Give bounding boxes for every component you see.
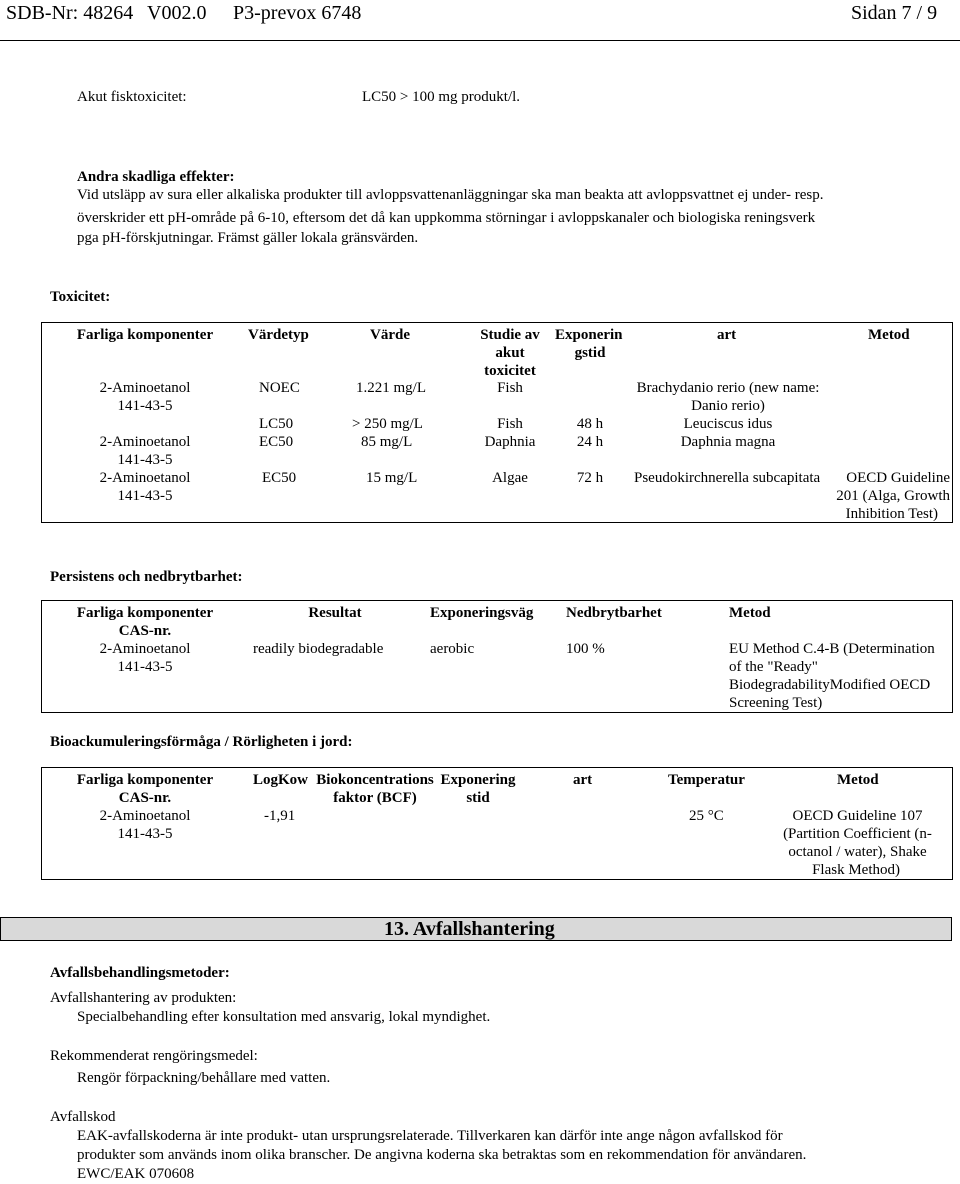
column-header: akut bbox=[495, 345, 525, 361]
column-header: Värdetyp bbox=[248, 327, 309, 343]
column-header: toxicitet bbox=[484, 363, 536, 379]
column-header: Studie av bbox=[480, 327, 540, 343]
cas-number: 141-43-5 bbox=[117, 398, 173, 414]
waste-methods-title: Avfallsbehandlingsmetoder: bbox=[50, 965, 230, 981]
section-title: 13. Avfallshantering bbox=[384, 918, 555, 940]
species: Brachydanio rerio (new name: bbox=[636, 380, 820, 396]
method: OECD Guideline bbox=[846, 470, 950, 486]
fish-toxicity-value: LC50 > 100 mg produkt/l. bbox=[362, 89, 521, 105]
waste-code-value: EWC/EAK 070608 bbox=[77, 1166, 195, 1182]
bioaccumulation-title: Bioackumuleringsförmåga / Rörligheten i jord: bbox=[50, 734, 353, 750]
column-header: stid bbox=[466, 790, 490, 806]
other-effects-line: pga pH-förskjutningar. Främst gäller lokala gränsvärden. bbox=[77, 230, 419, 246]
component-name: 2-Aminoetanol bbox=[99, 434, 191, 450]
cas-number: 141-43-5 bbox=[117, 488, 173, 504]
column-header: Farliga komponenter bbox=[76, 605, 214, 621]
method: Screening Test) bbox=[729, 695, 823, 711]
waste-code-label: Avfallskod bbox=[50, 1109, 116, 1125]
column-header: Resultat bbox=[308, 605, 362, 621]
cleaner-text: Rengör förpackning/behållare med vatten. bbox=[77, 1070, 331, 1086]
method: of the "Ready" bbox=[729, 659, 818, 675]
column-header: Metod bbox=[868, 327, 910, 343]
column-header: Farliga komponenter bbox=[76, 327, 214, 343]
method: 201 (Alga, Growth bbox=[836, 488, 950, 504]
cas-number: 141-43-5 bbox=[117, 826, 173, 842]
column-header: CAS-nr. bbox=[118, 623, 172, 639]
value: 15 mg/L bbox=[366, 470, 418, 486]
study-type: Fish bbox=[497, 416, 523, 432]
method: octanol / water), Shake bbox=[788, 844, 927, 860]
exposure-time: 24 h bbox=[576, 434, 604, 450]
exposure-route: aerobic bbox=[430, 641, 475, 657]
column-header: art bbox=[573, 772, 593, 788]
cas-number: 141-43-5 bbox=[117, 659, 173, 675]
method: OECD Guideline 107 bbox=[792, 808, 923, 824]
method: Flask Method) bbox=[812, 862, 900, 878]
value: 1.221 mg/L bbox=[356, 380, 426, 396]
column-header: Metod bbox=[837, 772, 879, 788]
column-header: LogKow bbox=[253, 772, 309, 788]
study-type: Fish bbox=[497, 380, 523, 396]
other-effects-title: Andra skadliga effekter: bbox=[77, 169, 235, 185]
product-name: P3-prevox 6748 bbox=[233, 2, 362, 24]
column-header: Temperatur bbox=[668, 772, 745, 788]
method: EU Method C.4-B (Determination bbox=[729, 641, 935, 657]
component-name: 2-Aminoetanol bbox=[99, 641, 191, 657]
value-type: EC50 bbox=[262, 470, 297, 486]
column-header: Värde bbox=[370, 327, 410, 343]
method: Inhibition Test) bbox=[845, 506, 938, 522]
column-header: Nedbrytbarhet bbox=[566, 605, 662, 621]
column-header: Metod bbox=[729, 605, 771, 621]
other-effects-line: Vid utsläpp av sura eller alkaliska produkter till avloppsvattenanläggningar ska man beakta att avloppsvattnet ej under- resp. bbox=[77, 187, 824, 203]
version-number: V002.0 bbox=[147, 2, 207, 24]
cas-number: 141-43-5 bbox=[117, 452, 173, 468]
result: readily biodegradable bbox=[253, 641, 384, 657]
component-name: 2-Aminoetanol bbox=[99, 380, 191, 396]
component-name: 2-Aminoetanol bbox=[99, 808, 191, 824]
exposure-time: 72 h bbox=[576, 470, 604, 486]
species: Leuciscus idus bbox=[683, 416, 773, 432]
waste-code-text: produkter som används inom olika branscher. De angivna koderna ska betraktas som en rekommendation för användaren. bbox=[77, 1147, 807, 1163]
fish-toxicity-label: Akut fisktoxicitet: bbox=[77, 89, 187, 105]
persistence-title: Persistens och nedbrytbarhet: bbox=[50, 569, 243, 585]
value: > 250 mg/L bbox=[352, 416, 423, 432]
method: BiodegradabilityModified OECD bbox=[729, 677, 931, 693]
study-type: Algae bbox=[492, 470, 528, 486]
species: Daphnia magna bbox=[680, 434, 776, 450]
species: Danio rerio) bbox=[691, 398, 765, 414]
product-waste-text: Specialbehandling efter konsultation med ansvarig, lokal myndighet. bbox=[77, 1009, 491, 1025]
value-type: NOEC bbox=[259, 380, 300, 396]
temperature-value: 25 °C bbox=[689, 808, 724, 824]
column-header: Exponering bbox=[440, 772, 516, 788]
column-header: Exponeringsväg bbox=[430, 605, 534, 621]
other-effects-line: överskrider ett pH-område på 6-10, eftersom det då kan uppkomma störningar i avloppskanaler och biologiska reningsverk bbox=[77, 210, 816, 226]
value-type: LC50 bbox=[259, 416, 294, 432]
column-header: art bbox=[717, 327, 737, 343]
method: (Partition Coefficient (n- bbox=[783, 826, 932, 842]
species: Pseudokirchnerella subcapitata bbox=[634, 470, 821, 486]
study-type: Daphnia bbox=[484, 434, 536, 450]
value-type: EC50 bbox=[259, 434, 294, 450]
logkow-value: -1,91 bbox=[264, 808, 296, 824]
column-header: gstid bbox=[574, 345, 606, 361]
header-divider bbox=[0, 40, 960, 41]
column-header: Farliga komponenter bbox=[76, 772, 214, 788]
column-header: Biokoncentrations bbox=[316, 772, 434, 788]
column-header: Exponerin bbox=[555, 327, 623, 343]
column-header: faktor (BCF) bbox=[333, 790, 417, 806]
exposure-time: 48 h bbox=[576, 416, 604, 432]
waste-code-text: EAK-avfallskoderna är inte produkt- utan ursprungsrelaterade. Tillverkaren kan därför inte ange någon avfallskod för bbox=[77, 1128, 783, 1144]
toxicity-title: Toxicitet: bbox=[50, 289, 111, 305]
cleaner-label: Rekommenderat rengöringsmedel: bbox=[50, 1048, 258, 1064]
sdb-number: SDB-Nr: 48264 bbox=[6, 2, 134, 24]
product-waste-label: Avfallshantering av produkten: bbox=[50, 990, 237, 1006]
column-header: CAS-nr. bbox=[118, 790, 172, 806]
value: 85 mg/L bbox=[361, 434, 413, 450]
page-number: Sidan 7 / 9 bbox=[851, 2, 938, 24]
component-name: 2-Aminoetanol bbox=[99, 470, 191, 486]
degradability: 100 % bbox=[566, 641, 605, 657]
